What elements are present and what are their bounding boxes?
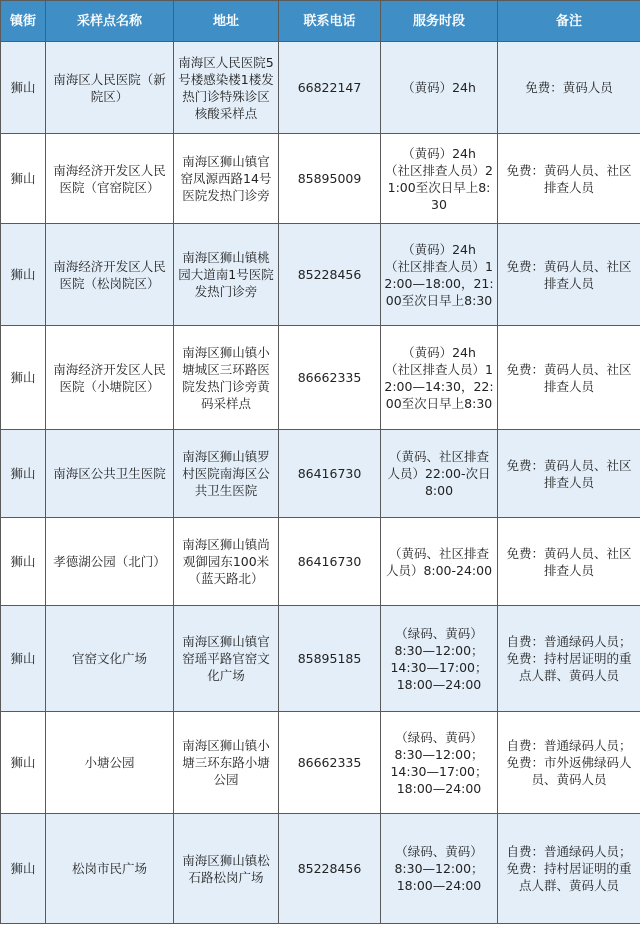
- cell-service-hours-line: （社区排查人员）12:00—14:30，22:00至次日早上8:30: [384, 361, 494, 411]
- header-site-name: 采样点名称: [46, 1, 174, 42]
- table-row: [1, 42, 640, 134]
- cell-service-hours-line: 8:30—12:00；: [394, 746, 484, 762]
- cell-site-name: 南海区人民医院（新院区）: [46, 42, 174, 134]
- cell-notes: [498, 518, 640, 606]
- cell-address: 南海区狮山镇小塘三环东路小塘公园: [174, 712, 279, 814]
- table-body: [1, 42, 640, 924]
- cell-notes-line: 免费：黄码人员、社区排查人员: [506, 545, 632, 578]
- cell-address: 南海区人民医院5号楼感染楼1楼发热门诊特殊诊区核酸采样点: [174, 42, 279, 134]
- header-row: [1, 1, 640, 42]
- cell-phone: 85895009: [279, 134, 381, 224]
- cell-notes: [498, 712, 640, 814]
- cell-town: 狮山: [1, 814, 46, 924]
- cell-notes: [498, 430, 640, 518]
- cell-phone: 85228456: [279, 814, 381, 924]
- cell-service-hours-line: （黄码）24h: [402, 344, 476, 360]
- table-header: [1, 1, 640, 42]
- cell-notes-line: 免费：黄码人员、社区排查人员: [506, 258, 632, 291]
- table-row: [1, 134, 640, 224]
- cell-service-hours-line: （黄码）24h: [402, 145, 476, 161]
- cell-service-hours: [381, 814, 498, 924]
- cell-notes: [498, 326, 640, 430]
- cell-service-hours: [381, 430, 498, 518]
- cell-notes-line: 免费：持村居证明的重点人群、黄码人员: [506, 861, 632, 893]
- cell-service-hours-line: 18:00—24:00: [396, 676, 482, 692]
- table-row: [1, 326, 640, 430]
- cell-notes-line: 自费：普通绿码人员；: [506, 634, 632, 649]
- cell-service-hours-line: （黄码、社区排查人员）22:00-次日8:00: [387, 449, 491, 498]
- cell-notes: [498, 134, 640, 224]
- header-town: 镇街: [1, 1, 46, 42]
- header-address: 地址: [174, 1, 279, 42]
- cell-service-hours: [381, 134, 498, 224]
- cell-notes-line: 免费：黄码人员、社区排查人员: [506, 457, 632, 490]
- cell-service-hours-line: 14:30—17:00；: [390, 763, 488, 779]
- cell-phone: 66822147: [279, 42, 381, 134]
- header-notes: 备注: [498, 1, 640, 42]
- cell-notes-line: 自费：普通绿码人员；: [506, 738, 632, 753]
- cell-town: 狮山: [1, 224, 46, 326]
- cell-phone: 86416730: [279, 518, 381, 606]
- cell-address: 南海区狮山镇官窑凤源西路14号医院发热门诊旁: [174, 134, 279, 224]
- table-row: [1, 712, 640, 814]
- cell-site-name: 孝德湖公园（北门）: [46, 518, 174, 606]
- table-row: [1, 606, 640, 712]
- cell-service-hours-line: 18:00—24:00: [396, 878, 482, 893]
- cell-phone: 85228456: [279, 224, 381, 326]
- cell-notes: [498, 42, 640, 134]
- cell-notes-line: 免费：持村居证明的重点人群、黄码人员: [506, 651, 632, 683]
- cell-service-hours-line: （绿码、黄码）: [395, 844, 483, 859]
- cell-town: 狮山: [1, 134, 46, 224]
- cell-notes-line: 自费：普通绿码人员；: [506, 844, 632, 859]
- cell-service-hours-line: （社区排查人员）21:00至次日早上8:30: [385, 162, 493, 212]
- cell-address: 南海区狮山镇官窑瑶平路官窑文化广场: [174, 606, 279, 712]
- cell-notes: [498, 224, 640, 326]
- cell-service-hours-line: （绿码、黄码）: [395, 625, 483, 641]
- cell-service-hours-line: （绿码、黄码）: [395, 729, 483, 745]
- header-phone: 联系电话: [279, 1, 381, 42]
- cell-address: 南海区狮山镇松石路松岗广场: [174, 814, 279, 924]
- cell-site-name: 小塘公园: [46, 712, 174, 814]
- cell-service-hours: [381, 42, 498, 134]
- cell-notes-line: 免费：黄码人员、社区排查人员: [506, 162, 632, 195]
- cell-service-hours: [381, 224, 498, 326]
- cell-service-hours-line: 14:30—17:00；: [390, 659, 488, 675]
- cell-town: 狮山: [1, 712, 46, 814]
- cell-phone: 85895185: [279, 606, 381, 712]
- header-service-hours: 服务时段: [381, 1, 498, 42]
- cell-service-hours: [381, 712, 498, 814]
- cell-service-hours: [381, 606, 498, 712]
- cell-site-name: 松岗市民广场: [46, 814, 174, 924]
- cell-service-hours-line: 18:00—24:00: [396, 780, 482, 796]
- cell-service-hours-line: （社区排查人员）12:00—18:00，21:00至次日早上8:30: [384, 258, 494, 308]
- cell-service-hours-line: （黄码）24h: [402, 241, 476, 257]
- cell-phone: 86416730: [279, 430, 381, 518]
- cell-service-hours-line: （黄码）24h: [402, 80, 476, 95]
- cell-site-name: 南海经济开发区人民医院（官窑院区）: [46, 134, 174, 224]
- cell-service-hours-line: （黄码、社区排查人员）8:00-24:00: [385, 545, 493, 578]
- cell-notes: [498, 814, 640, 924]
- cell-town: 狮山: [1, 42, 46, 134]
- cell-site-name: 官窑文化广场: [46, 606, 174, 712]
- cell-address: 南海区狮山镇罗村医院南海区公共卫生医院: [174, 430, 279, 518]
- table-row: [1, 224, 640, 326]
- cell-notes-line: 免费：黄码人员、社区排查人员: [506, 361, 632, 394]
- cell-address: 南海区狮山镇桃园大道南1号医院发热门诊旁: [174, 224, 279, 326]
- cell-town: 狮山: [1, 606, 46, 712]
- cell-service-hours: [381, 518, 498, 606]
- cell-address: 南海区狮山镇尚观御园东100米（蓝天路北）: [174, 518, 279, 606]
- cell-town: 狮山: [1, 518, 46, 606]
- cell-service-hours-line: 8:30—12:00；: [394, 861, 484, 876]
- cell-notes: [498, 606, 640, 712]
- cell-service-hours: [381, 326, 498, 430]
- cell-town: 狮山: [1, 430, 46, 518]
- cell-address: 南海区狮山镇小塘城区三环路医院发热门诊旁黄码采样点: [174, 326, 279, 430]
- cell-notes-line: 免费：市外返佛绿码人员、黄码人员: [506, 755, 632, 787]
- table-row: [1, 814, 640, 924]
- cell-site-name: 南海经济开发区人民医院（小塘院区）: [46, 326, 174, 430]
- cell-service-hours-line: 8:30—12:00；: [394, 642, 484, 658]
- cell-town: 狮山: [1, 326, 46, 430]
- cell-site-name: 南海区公共卫生医院: [46, 430, 174, 518]
- cell-site-name: 南海经济开发区人民医院（松岗院区）: [46, 224, 174, 326]
- table-row: [1, 518, 640, 606]
- cell-phone: 86662335: [279, 712, 381, 814]
- table-row: [1, 430, 640, 518]
- cell-notes-line: 免费：黄码人员: [525, 80, 613, 95]
- cell-phone: 86662335: [279, 326, 381, 430]
